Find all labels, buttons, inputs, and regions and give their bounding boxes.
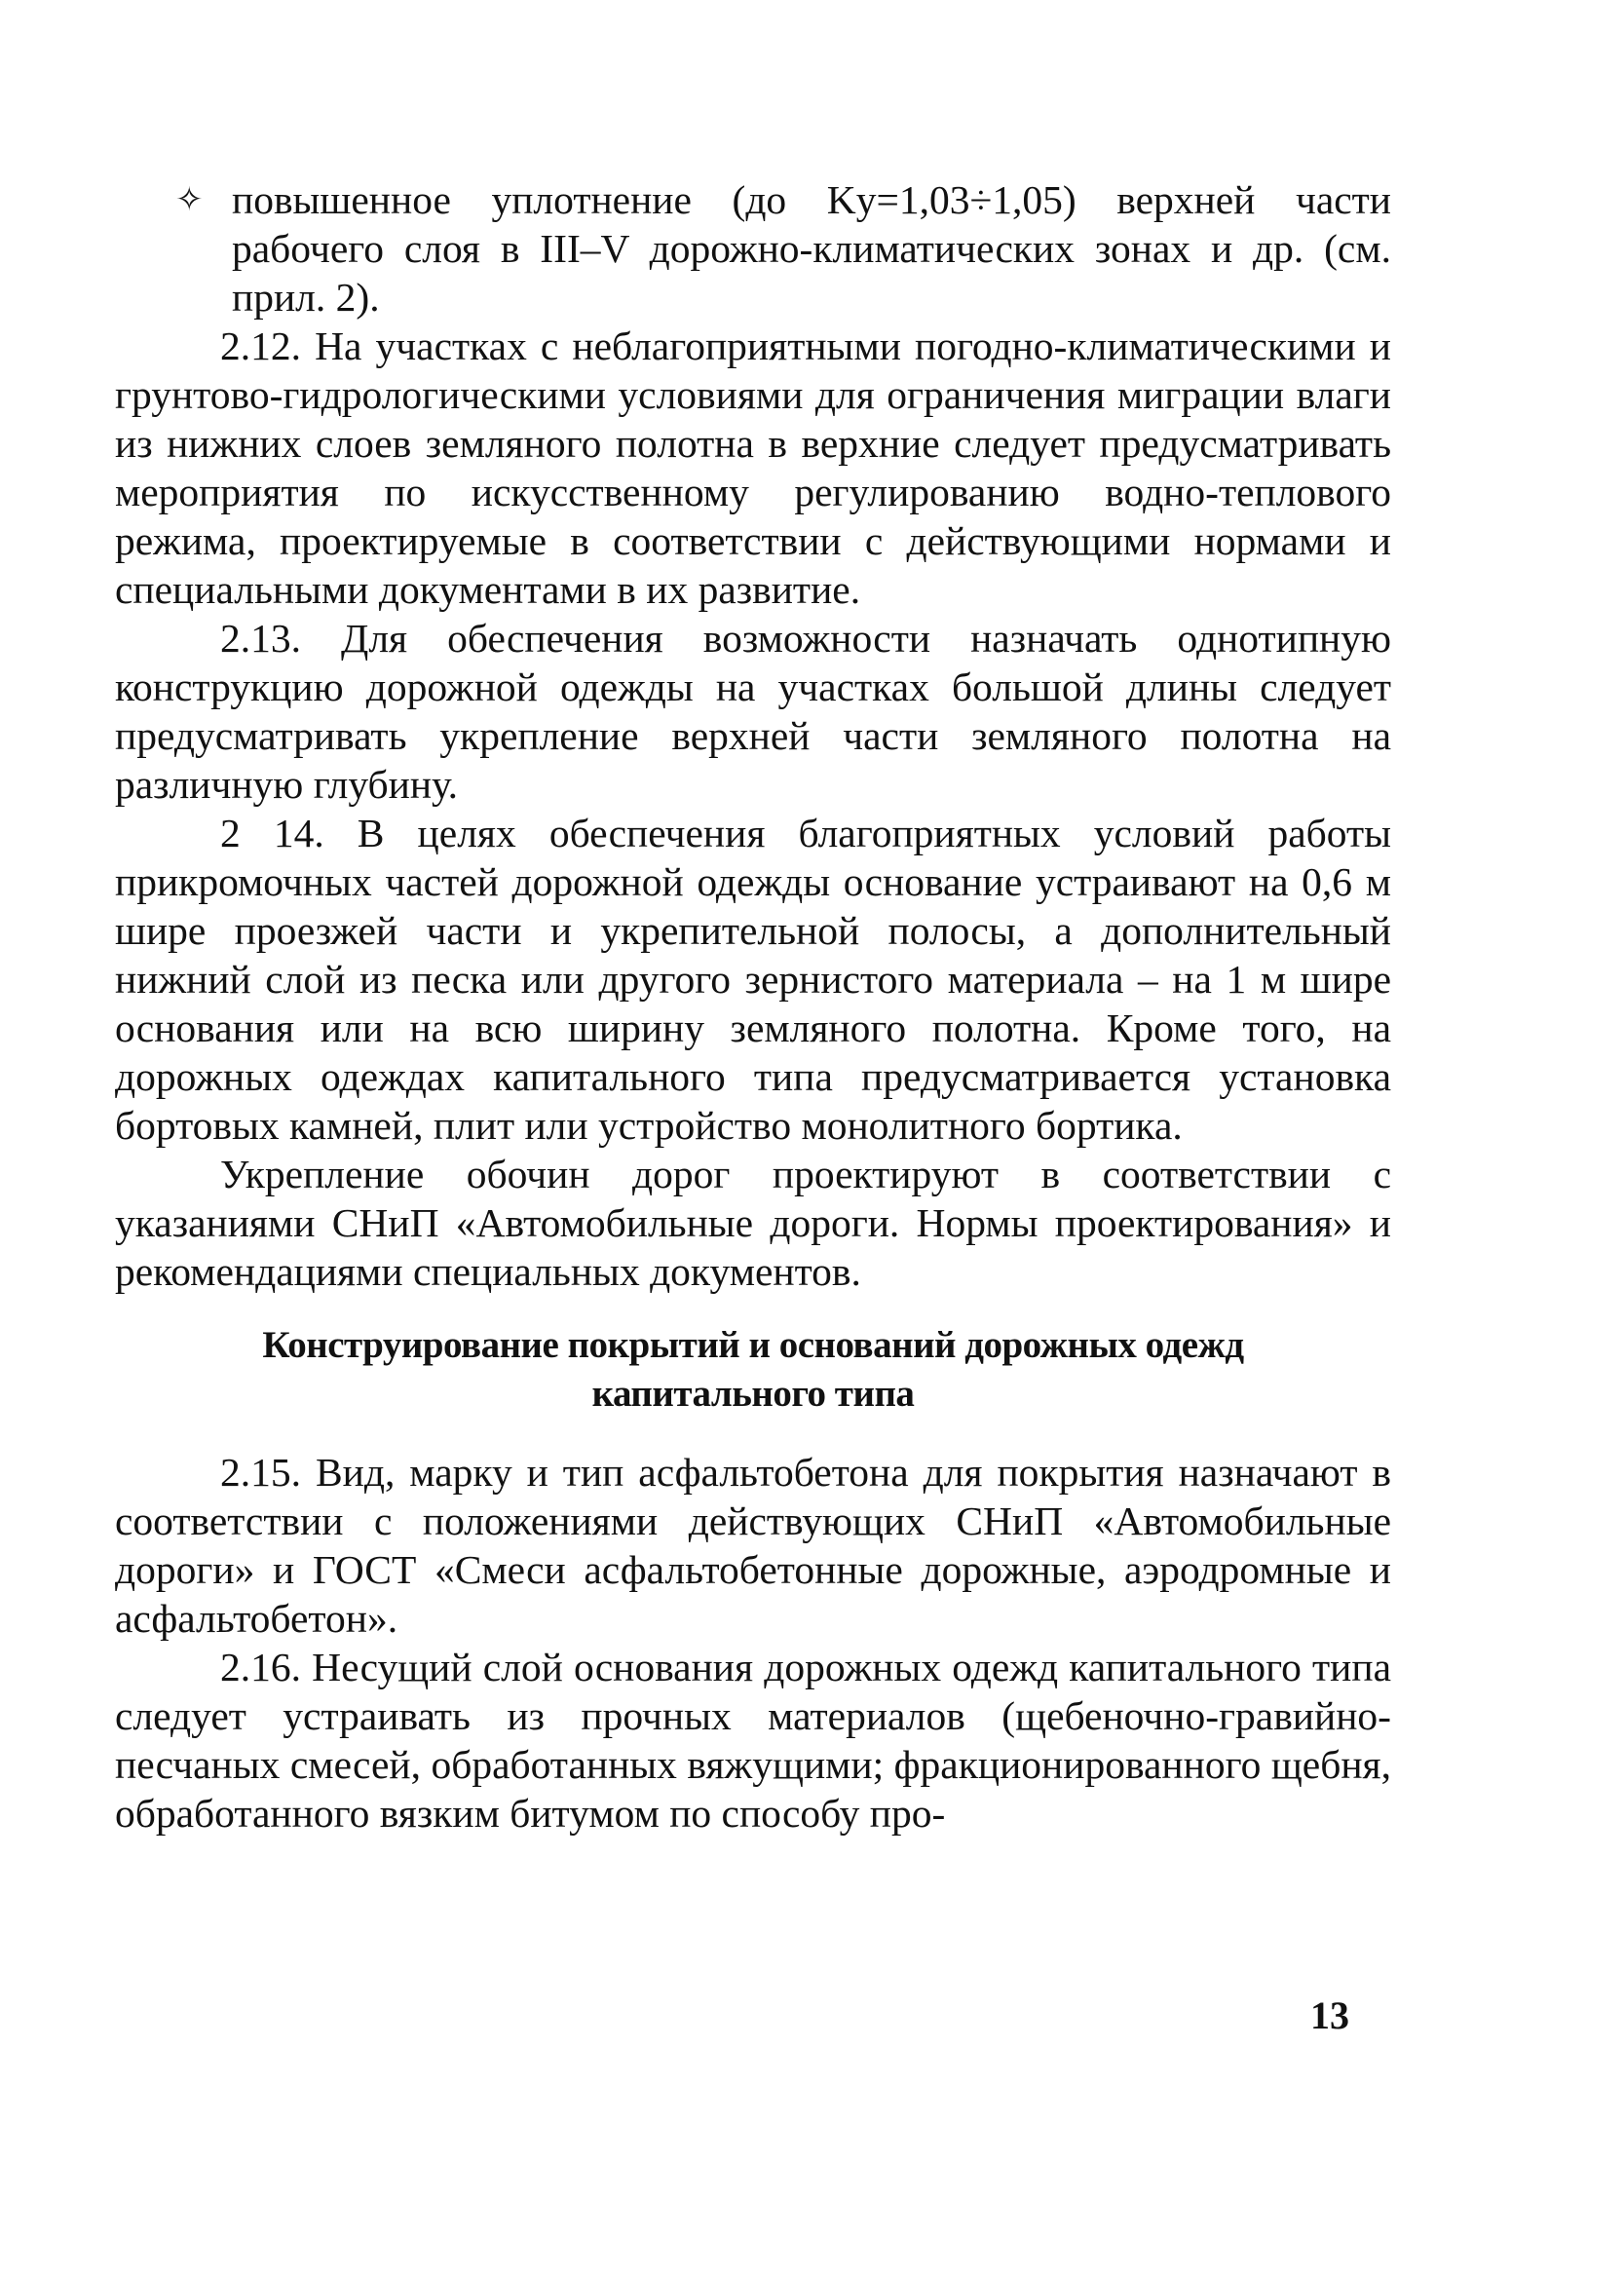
section-heading-line-2: капитального типа	[591, 1373, 915, 1415]
bullet-item	[115, 175, 1391, 322]
section-heading-line-1: Конструирование покрытий и оснований дорожных одежд	[262, 1324, 1244, 1366]
paragraph-2-14: 2 14. В целях обеспечения благоприятных условий работы прикромочных частей дорожной одежды основание устраивают на 0,6 м шире проезжей части и укрепительной полосы, а дополнительный нижний слой из песка или другого зернистого материала – на 1 м шире основания или на всю ширину земляного полотна. Кроме того, на дорожных одеждах капитального типа предусматривается установка бортовых камней, плит или устройство монолитного бортика.	[115, 811, 1391, 1148]
section-heading	[115, 1321, 1391, 1419]
document-page	[115, 175, 1391, 1838]
diamond-bullet-icon: ✧	[175, 180, 204, 219]
page-number: 13	[1310, 1993, 1349, 2037]
paragraph-2-16: 2.16. Несущий слой основания дорожных одежд капитального типа следует устраивать из прочных материалов (щебеночно-гравийно-песчаных смесей, обработанных вяжущими; фракционированного щебня, обработанного вязким битумом по способу про-	[115, 1645, 1391, 1836]
bullet-item-text: повышенное уплотнение (до Ky=1,03÷1,05) верхней части рабочего слоя в III–V дорожно-климатических зонах и др. (см. прил. 2).	[232, 177, 1391, 320]
paragraph-2-15: 2.15. Вид, марку и тип асфальтобетона для покрытия назначают в соответствии с положениями действующих СНиП «Автомобильные дороги» и ГОСТ «Смеси асфальтобетонные дорожные, аэродромные и асфальтобетон».	[115, 1450, 1391, 1641]
paragraph-shoulders: Укрепление обочин дорог проектируют в соответствии с указаниями СНиП «Автомобильные дороги. Нормы проектирования» и рекомендациями специальных документов.	[115, 1152, 1391, 1294]
paragraph-2-13: 2.13. Для обеспечения возможности назначать однотипную конструкцию дорожной одежды на участках большой длины следует предусматривать укрепление верхней части земляного полотна на различную глубину.	[115, 616, 1391, 807]
paragraph-2-12: 2.12. На участках с неблагоприятными погодно-климатическими и грунтово-гидрологическими условиями для ограничения миграции влаги из нижних слоев земляного полотна в верхние следует предусматривать мероприятия по искусственному регулированию водно-теплового режима, проектируемые в соответствии с действующими нормами и специальными документами в их развитие.	[115, 323, 1391, 612]
